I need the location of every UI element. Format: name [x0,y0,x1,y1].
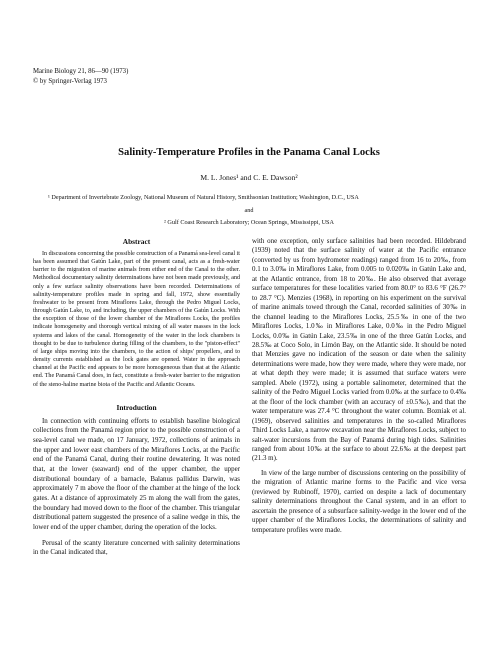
introduction-heading: Introduction [116,402,157,412]
affiliation-2: ² Gulf Coast Research Laboratory; Ocean Springs, Mississippi, USA [164,219,334,227]
journal-citation: Marine Biology 21, 86—90 (1973) [33,68,129,75]
author-affiliations [33,194,465,228]
abstract-section [33,237,240,389]
abstract-heading: Abstract [122,237,151,246]
left-column [33,237,240,558]
body-paragraph: with one exception, only surface salinities had been recorded. Hildebrand (1939) noted that the surface salinity of water at the Pacific entrance (converted by us from hydrometer readings) ranged from 16 to 20‰, from 0.1 to 3.0‰ in Miraflores Lake, from 0.005 to 0.020‰ in Gatún Lake and, at the Atlantic entrance, from 18 to 20‰. He also observed that average surface temperatures for these localities varied from 80.0° to 83.6 °F (26.7° to 28.7 °C). Menzies (1968), in reporting on his experiment on the survival of marine animals towed through the Canal, recorded salinities of 30‰ in the channel leading to the Miraflores Locks, 25.5‰ in one of the two Miraflores Locks, 1.0‰ in Miraflores Lake, 0.0‰ in the Pedro Miguel Locks, 0.0‰ in Gatún Lake, 23.5‰ in one of the three Gatún Locks, and 28.5‰ at Coco Solo, in Limón Bay, on the Atlantic side. It should be noted that Menzies gave no indication of the season or date when the salinity determinations were made, how they were made, where they were made, nor at what depth they were made; it is assumed that surface waters were sampled. Abele (1972), using a portable salinometer, determined that the salinity of the Pedro Miguel Locks varied from 0.0‰ at the surface to 0.4‰ at the floor of the lock chamber (with an accuracy of ±0.5‰), and that the water temperature was 27.4 °C throughout the water column. Bozniak et al. (1969), observed salinities and temperatures in the so-called Miraflores Third Locks Lake, a narrow excavation near the Miraflores Locks, subject to salt-water incursions from the Bay of Panamá during high tides. Salinities ranged from about 10‰ at the surface to about 22.6‰ at the deepest part (21.3 m). [252,237,466,463]
abstract-text: In discussions concerning the possible construction of a Panamá sea-level canal it has been assumed that Gatún Lake, part of the present canal, acts as a fresh-water barrier to the migration of marine animals from either end of the Canal to the other. Methodical documentary salinity determinations have not been made previously, and only a few surface salinity observations have been recorded. Determinations of salinity-temperature profiles made in spring and fall, 1972, show essentially freshwater to be present from Miraflores Lake, through the Pedro Miguel Locks, through Gatún Lake, to, and including, the upper chambers of the Gatún Locks. With the exception of those of the lower chamber of the Miraflores Locks, the profiles indicate homogeneity and thorough vertical mixing of all water masses in the lock systems and lakes of the canal. Homogeneity of the water in the lock chambers is thought to be due to turbulence during filling of the chambers, to the "piston-effect" of large ships moving into the chambers, to the action of ships' propellers, and to density currents established as the lock gates are opened. Water in the approach channel at the Pacific end appears to be more homogeneous than that at the Atlantic end. The Panamá Canal does, in fact, constitute a fresh-water barrier to the migration of the steno-haline marine biota of the Pacific and Atlantic Oceans. [33,251,240,388]
affiliation-conjunction: and [244,206,254,214]
copyright-line: © by Springer-Verlag 1973 [33,77,107,85]
right-column [252,237,466,535]
journal-header [33,67,128,86]
introduction-section [33,403,240,558]
introduction-paragraph: Perusal of the scanty literature concerned with salinity determinations in the Canal indicated that, [33,538,240,557]
introduction-paragraph: In connection with continuing efforts to establish baseline biological collections from the Panamá region prior to the possible construction of a sea-level canal we made, on 17 January, 1972, collections of animals in the upper and lower east chambers of the Miraflores Locks, at the Pacific end of the Panamá Canal, during their routine dewatering. It was noted that, at the lower (seaward) end of the upper chamber, the upper distributional boundary of a barnacle, Balanus pallidus Darwin, was approximately 7 m above the floor of the chamber at the hinge of the lock gates. At a distance of approximately 25 m along the wall from the gates, the boundary had moved down to the floor of the chamber. This triangular distributional pattern suggested the presence of a saline wedge in this, the lower end of the upper chamber, during the operation of the locks. [33,416,240,531]
article-title: Salinity-Temperature Profiles in the Panama Canal Locks [118,147,380,158]
affiliation-1: ¹ Department of Invertebrate Zoology, National Museum of Natural History, Smithsonian Institution; Washington, D.C., USA [48,194,359,201]
article-authors: M. L. Jones¹ and C. E. Dawson² [200,173,298,182]
body-paragraph: In view of the large number of discussions centering on the possibility of the migration of Atlantic marine forms to the Pacific and vice versa (reviewed by Rubinoff, 1970), carried on despite a lack of documentary salinity determinations throughout the Canal system, and in an effort to ascertain the presence of a subsurface salinity-wedge in the lower end of the upper chamber of the Miraflores Locks, the determinations of salinity and temperature profiles were made. [252,468,466,534]
